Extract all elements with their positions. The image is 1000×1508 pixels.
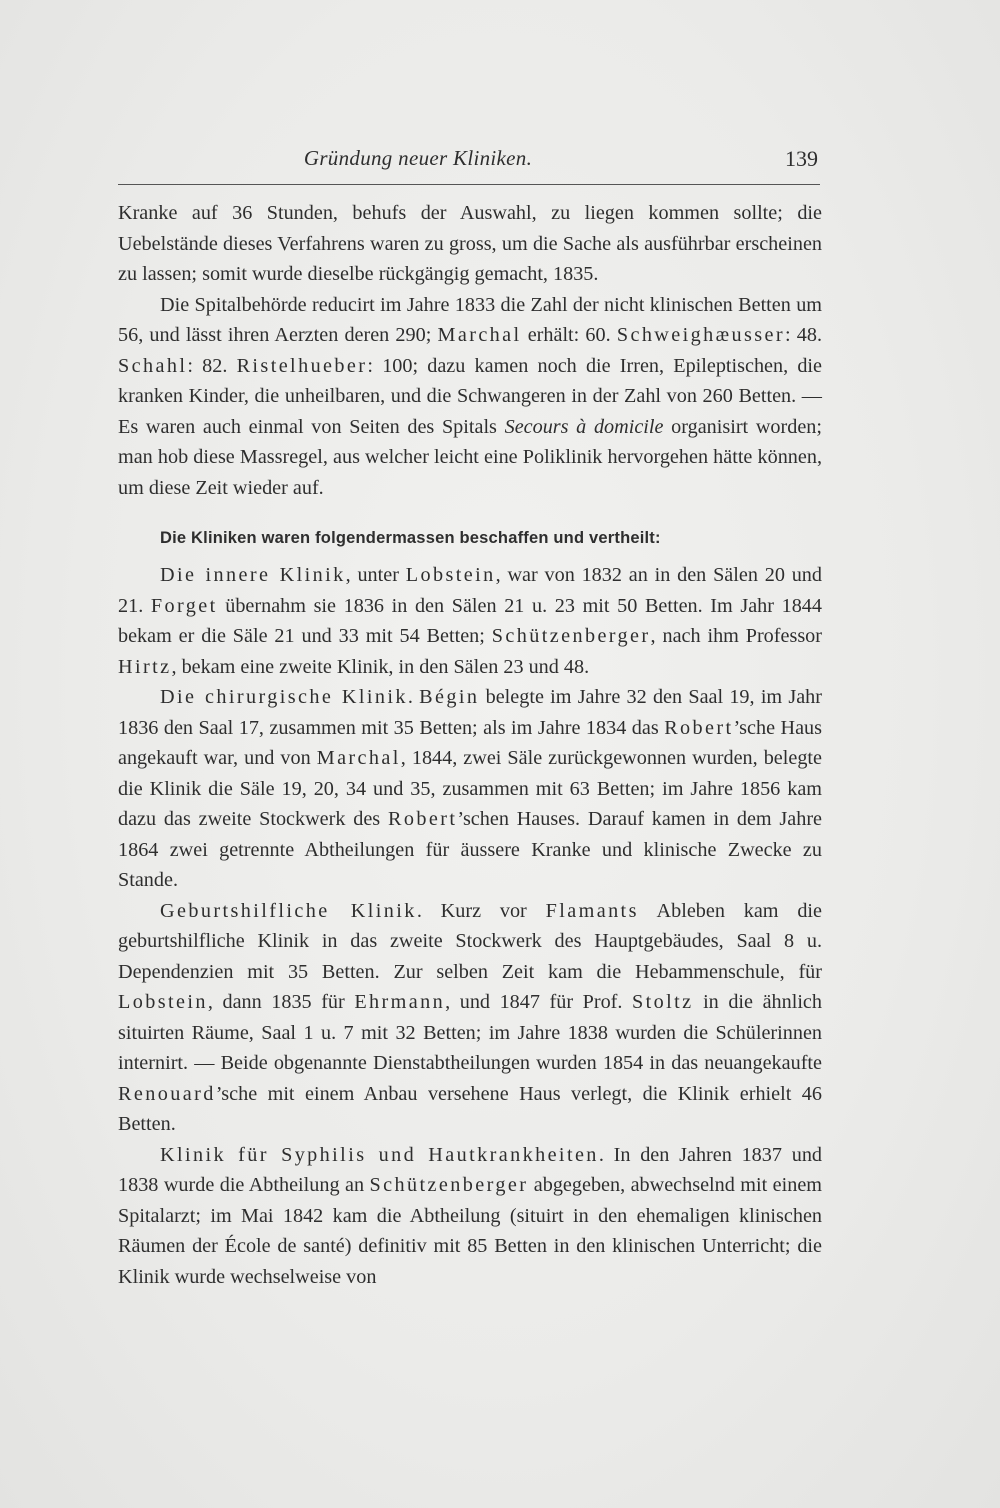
text-run: ’sche mit einem Anbau versehene Haus verlegt, die Klinik erhielt 46 Betten. bbox=[118, 1082, 822, 1135]
text-run: , war von 1832 an in den Sälen 20 und 21. bbox=[118, 564, 822, 617]
person-name: Flamants bbox=[545, 899, 639, 922]
person-name: Ristelhueber bbox=[236, 354, 368, 377]
body-text bbox=[118, 198, 822, 1292]
person-name: Schützenberger bbox=[491, 625, 651, 647]
paragraph bbox=[118, 682, 822, 896]
person-name: Schützenberger bbox=[369, 1174, 529, 1196]
paragraph bbox=[118, 896, 822, 1140]
text-run: : 82. bbox=[187, 354, 237, 377]
section-lead: Die innere Klinik bbox=[160, 564, 346, 586]
text-run: : 100; dazu kamen noch die Irren, Epileptischen, die kranken Kinder, die unheilbaren, und die Schwangeren in der Zahl von 260 Betten. — Es waren auch einmal von Seiten des Spitals bbox=[118, 354, 822, 438]
text-run: . bbox=[407, 686, 420, 708]
text-run: Die Spitalbehörde reducirt im Jahre 1833 die Zahl der nicht klinischen Betten um 56, und lässt ihren Aerzten deren 290; bbox=[118, 293, 822, 346]
text-run: Ableben kam die geburtshilfliche Klinik in das zweite Stockwerk des Hauptgebäudes, Saal 8 u. Dependenzien mit 35 Betten. Zur selben Zeit kam die Hebammenschule, für bbox=[118, 899, 822, 983]
person-name: Forget bbox=[150, 594, 218, 617]
text-run: . Kurz vor bbox=[416, 899, 546, 922]
header-rule bbox=[118, 184, 820, 185]
running-head bbox=[118, 140, 822, 180]
person-name: Schahl bbox=[118, 354, 188, 377]
page-number: 139 bbox=[785, 146, 818, 171]
text-run: ’schen Hauses. Darauf kamen in dem Jahre 1864 zwei getrennte Abtheilungen für äussere Kranke und klinische Zwecke zu Stande. bbox=[118, 808, 823, 891]
text-run: , bekam eine zweite Klinik, in den Sälen 23 und 48. bbox=[171, 655, 590, 678]
text-run: übernahm sie 1836 in den Sälen 21 u. 23 mit 50 Betten. Im Jahr 1844 bekam er die Säle 21 und 33 mit 54 Betten; bbox=[118, 594, 822, 647]
text-run: in die ähnlich situirten Räume, Saal 1 u. 7 mit 32 Betten; im Jahre 1838 wurden die Schülerinnen internirt. — Beide obgenannte Dienstabtheilungen wurden 1854 in das neuangekaufte bbox=[118, 991, 822, 1074]
paragraph bbox=[118, 1140, 822, 1293]
text-run: , und 1847 für Prof. bbox=[445, 991, 632, 1013]
text-run: , dann 1835 für bbox=[207, 991, 355, 1013]
person-name: Schweighæusser bbox=[616, 324, 785, 346]
text-run: , nach ihm Professor bbox=[650, 625, 822, 647]
text-run: erhält: 60. bbox=[521, 324, 617, 346]
section-heading: Die Kliniken waren folgendermassen beschaffen und vertheilt: bbox=[160, 529, 661, 547]
section-lead: Die chirurgische Klinik bbox=[160, 686, 408, 708]
text-run: : 48. bbox=[785, 324, 823, 346]
text-run: , unter bbox=[345, 564, 406, 586]
person-name: Stoltz bbox=[632, 991, 694, 1013]
paragraph: Kranke auf 36 Stunden, behufs der Auswahl, zu liegen kommen sollte; die Uebelstände dieses Verfahrens waren zu gross, um die Sache als ausführbar erscheinen zu lassen; somit wurde dieselbe rückgängig gemacht, 1835. bbox=[118, 202, 822, 285]
person-name: Robert bbox=[387, 808, 458, 830]
text-run: belegte im Jahre 32 den Saal 19, im Jahr 1836 den Saal 17, zusammen mit 35 Betten; als im Jahre 1834 das bbox=[118, 686, 823, 739]
person-name: Robert bbox=[664, 716, 734, 739]
person-name: Lobstein bbox=[405, 564, 496, 586]
text-run: ’sche Haus angekauft war, und von bbox=[118, 716, 822, 769]
text-run: , 1844, zwei Säle zurückgewonnen wurden, belegte die Klinik die Säle 19, 20, 34 und 35, zusammen mit 63 Betten; im Jahre 1856 kam dazu das zweite Stockwerk des bbox=[118, 747, 822, 830]
text-run: abgegeben, abwechselnd mit einem Spitalarzt; im Mai 1842 kam die Abtheilung (situirt in den ehemaligen klinischen Räumen der École de santé) definitiv mit 85 Betten in den klinischen Unterricht; die Klinik wurde wechselweise von bbox=[118, 1174, 822, 1288]
text-run: organisirt worden; man hob diese Massregel, aus welcher leicht eine Poliklinik hervorgehen hätte können, um diese Zeit wieder auf. bbox=[118, 415, 822, 499]
person-name: Marchal bbox=[437, 324, 522, 346]
person-name: Hirtz bbox=[118, 655, 172, 678]
paragraph bbox=[118, 560, 822, 682]
person-name: Lobstein bbox=[118, 991, 208, 1013]
person-name: Ehrmann bbox=[354, 991, 446, 1013]
paragraph bbox=[118, 290, 822, 504]
person-name: Marchal bbox=[316, 747, 401, 769]
section-lead: Geburtshilfliche Klinik bbox=[160, 899, 417, 922]
person-name: Bégin bbox=[419, 686, 480, 708]
running-title: Gründung neuer Kliniken. bbox=[303, 146, 533, 170]
person-name: Renouard bbox=[118, 1082, 216, 1105]
text-run: . In den Jahren 1837 und 1838 wurde die Abtheilung an bbox=[118, 1143, 823, 1196]
italic-term: Secours à domicile bbox=[504, 415, 664, 438]
section-lead: Klinik für Syphilis und Hautkrankheiten bbox=[160, 1143, 599, 1166]
